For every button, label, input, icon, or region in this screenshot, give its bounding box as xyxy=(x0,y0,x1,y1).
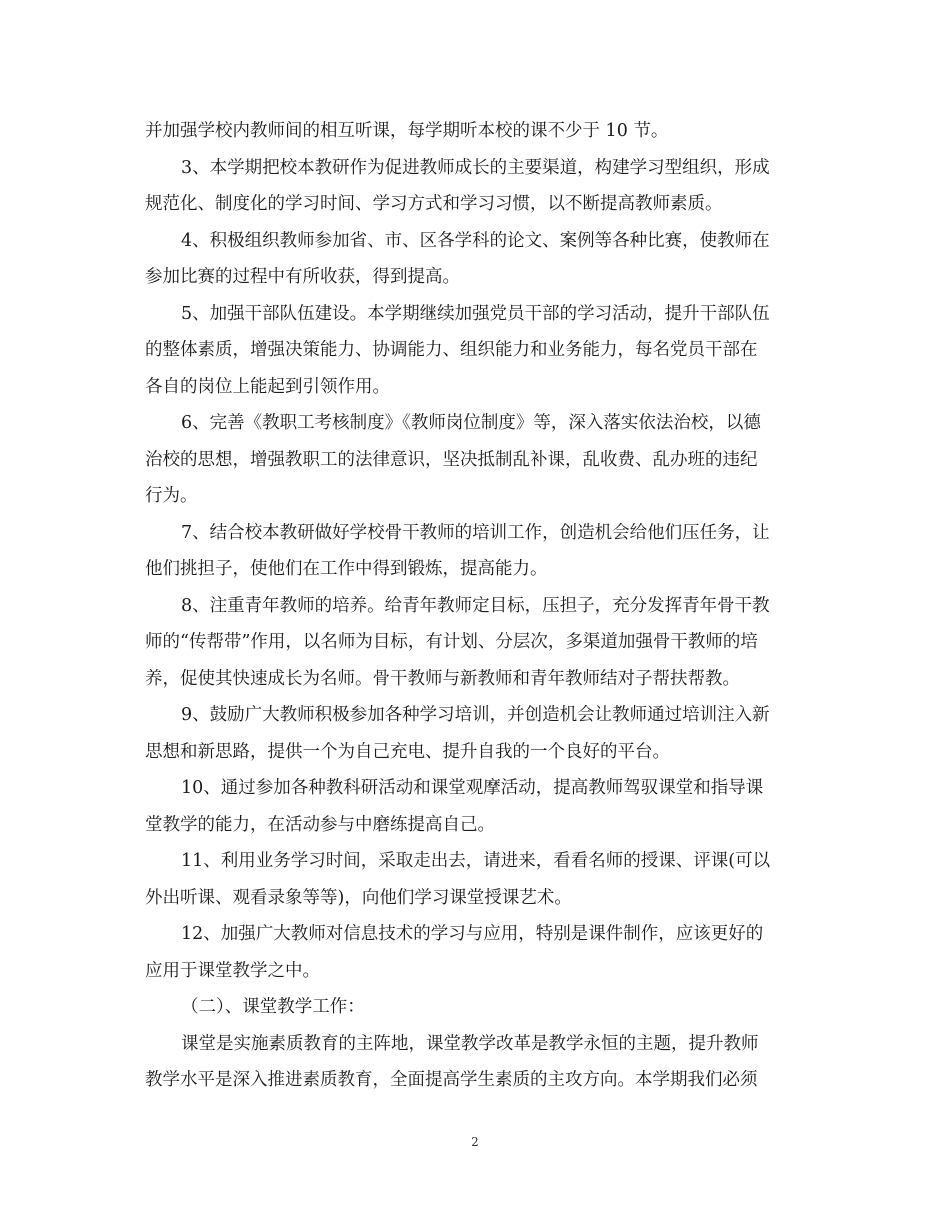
text-line-19: 10、通过参加各种教科研活动和课堂观摩活动，提高教师驾驭课堂和指导课 xyxy=(181,778,764,798)
text-line-24: 应用于课堂教学之中。 xyxy=(145,960,320,981)
text-line-20: 堂教学的能力，在活动参与中磨练提高自己。 xyxy=(145,814,495,835)
text-line-7: 的整体素质，增强决策能力、协调能力、组织能力和业务能力，每名党员干部在 xyxy=(145,340,758,360)
text-line-9: 6、完善《教职工考核制度》《教师岗位制度》等，深入落实依法治校，以德 xyxy=(181,413,761,433)
text-line-23: 12、加强广大教师对信息技术的学习与应用，特别是课件制作，应该更好的 xyxy=(181,924,764,944)
text-line-14: 8、注重青年教师的培养。给青年教师定目标，压担子，充分发挥青年骨干教 xyxy=(181,595,770,616)
text-line-15: 师的“传帮带”作用，以名师为目标，有计划、分层次，多渠道加强骨干教师的培 xyxy=(145,632,758,652)
text-line-11: 行为。 xyxy=(145,486,198,506)
text-line-6: 5、加强干部队伍建设。本学期继续加强党员干部的学习活动，提升干部队伍 xyxy=(181,303,770,324)
document-body xyxy=(145,113,805,1099)
text-line-3: 规范化、制度化的学习时间、学习方式和学习习惯，以不断提高教师素质。 xyxy=(145,194,723,214)
text-line-8: 各自的岗位上能起到引领作用。 xyxy=(145,376,390,397)
text-line-10: 治校的思想，增强教职工的法律意识，坚决抵制乱补课，乱收费、乱办班的违纪 xyxy=(145,449,758,470)
text-line-18: 思想和新思路，提供一个为自己充电、提升自我的一个良好的平台。 xyxy=(145,741,670,762)
text-line-21: 11、利用业务学习时间，采取走出去，请进来，看看名师的授课、评课(可以 xyxy=(181,851,771,871)
text-line-5: 参加比赛的过程中有所收获，得到提高。 xyxy=(145,267,460,287)
text-line-2: 3、本学期把校本教研作为促进教师成长的主要渠道，构建学习型组织，形成 xyxy=(181,157,770,178)
page-number: 2 xyxy=(471,1135,479,1149)
text-line-16: 养，促使其快速成长为名师。骨干教师与新教师和青年教师结对子帮扶帮教。 xyxy=(145,668,740,689)
text-line-27: 教学水平是深入推进素质教育，全面提高学生素质的主攻方向。本学期我们必须 xyxy=(145,1070,758,1090)
text-line-17: 9、鼓励广大教师积极参加各种学习培训，并创造机会让教师通过培训注入新 xyxy=(181,705,770,725)
text-line-22: 外出听课、观看录象等等)，向他们学习课堂授课艺术。 xyxy=(145,887,572,908)
text-line-13: 他们挑担子，使他们在工作中得到锻炼，提高能力。 xyxy=(145,559,548,579)
section-heading: （二）、课堂教学工作： xyxy=(181,997,365,1017)
text-line-12: 7、结合校本教研做好学校骨干教师的培训工作，创造机会给他们压任务，让 xyxy=(181,522,770,543)
text-line-1: 并加强学校内教师间的相互听课，每学期听本校的课不少于 10 节。 xyxy=(145,121,669,141)
text-line-4: 4、积极组织教师参加省、市、区各学科的论文、案例等各种比赛，使教师在 xyxy=(181,230,770,251)
text-line-26: 课堂是实施素质教育的主阵地，课堂教学改革是教学永恒的主题，提升教师 xyxy=(181,1033,759,1054)
